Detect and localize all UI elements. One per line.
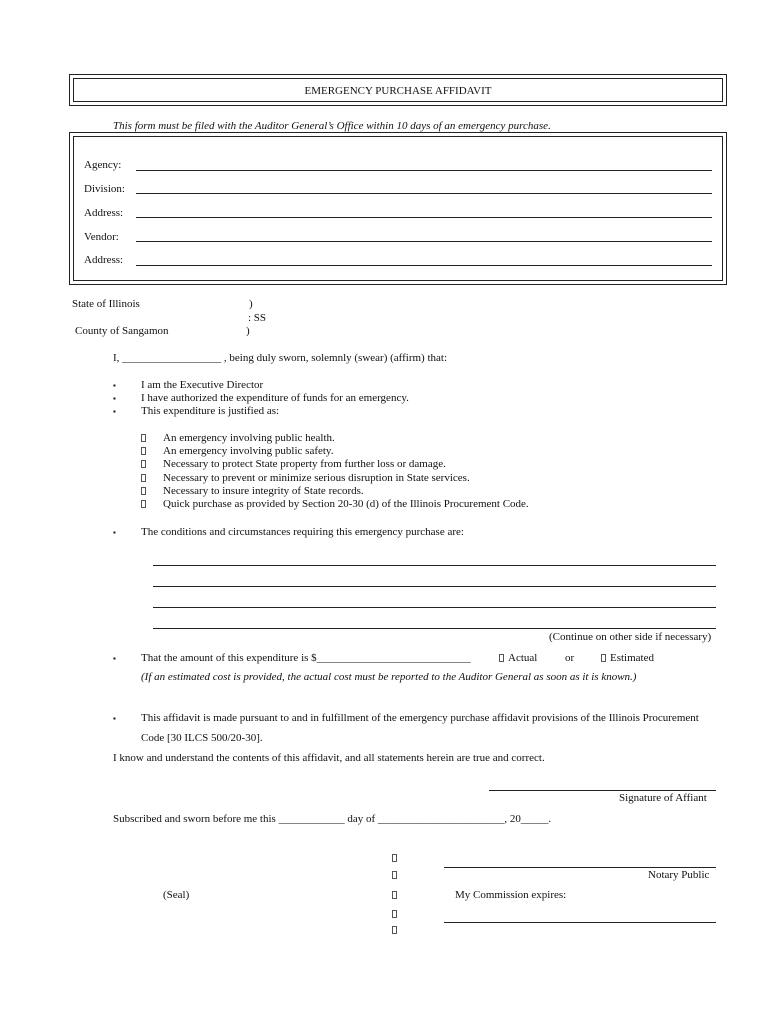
vendor-label: Vendor: [84, 231, 119, 243]
statement-item: This expenditure is justified as: [141, 405, 280, 417]
notary-label: Notary Public [648, 869, 710, 881]
vendor-field[interactable] [136, 241, 712, 242]
justification-health: An emergency involving public health. [163, 432, 335, 444]
info-fields-box [69, 132, 727, 285]
signature-line[interactable] [489, 790, 716, 791]
address-label: Address: [84, 207, 124, 219]
actual-label: Actual [508, 652, 538, 664]
conditions-text: The conditions and circumstances requiring this emergency purchase are: [141, 526, 464, 538]
bullet-icon: ▪ [113, 394, 116, 403]
statement-item: I am the Executive Director [141, 379, 264, 391]
records-checkbox[interactable] [141, 487, 146, 495]
address-field[interactable] [136, 217, 712, 218]
venue-paren-close: ) [246, 325, 250, 337]
justification-services: Necessary to prevent or minimize serious disruption in State services. [163, 472, 470, 484]
conditions-line-1[interactable] [153, 565, 716, 566]
continue-note: (Continue on other side if necessary) [549, 631, 712, 643]
affidavit-clause-line2: Code [30 ILCS 500/20-30]. [141, 732, 263, 744]
property-checkbox[interactable] [141, 460, 146, 468]
venue-county: County of Sangamon [75, 325, 169, 337]
bullet-icon: ▪ [113, 528, 116, 537]
vendor-address-field[interactable] [136, 265, 712, 266]
subscribed-line: Subscribed and sworn before me this ____________ day of _______________________, 20_____. [113, 813, 552, 825]
venue-paren-open: ) [249, 298, 253, 310]
page-title: EMERGENCY PURCHASE AFFIDAVIT [73, 78, 723, 102]
justification-records: Necessary to insure integrity of State records. [163, 485, 364, 497]
bullet-icon: ▪ [113, 714, 116, 723]
affidavit-clause-line1: This affidavit is made pursuant to and in fulfillment of the emergency purchase affidavit provisions of the Illinois Procurement [141, 712, 699, 724]
vendor-address-label: Address: [84, 254, 124, 266]
title-box [69, 74, 727, 106]
conditions-line-2[interactable] [153, 586, 716, 587]
venue-state: State of Illinois [72, 298, 140, 310]
bullet-icon: ▪ [113, 407, 116, 416]
agency-field[interactable] [136, 170, 712, 171]
oath-line: I, __________________ , being duly sworn, solemnly (swear) (affirm) that: [113, 352, 448, 364]
bullet-icon: ▪ [113, 654, 116, 663]
division-field[interactable] [136, 193, 712, 194]
amount-text: That the amount of this expenditure is $____________________________ [141, 652, 471, 664]
justification-quick-purchase: Quick purchase as provided by Section 20-30 (d) of the Illinois Procurement Code. [163, 498, 529, 510]
conditions-line-3[interactable] [153, 607, 716, 608]
notary-signature-line[interactable] [444, 867, 716, 868]
seal-label: (Seal) [163, 889, 190, 901]
seal-bracket-icon [392, 926, 397, 934]
actual-checkbox[interactable] [499, 654, 504, 662]
seal-bracket-icon [392, 854, 397, 862]
justification-property: Necessary to protect State property from further loss or damage. [163, 458, 446, 470]
conditions-line-4[interactable] [153, 628, 716, 629]
seal-bracket-icon [392, 910, 397, 918]
estimated-checkbox[interactable] [601, 654, 606, 662]
justification-safety: An emergency involving public safety. [163, 445, 334, 457]
statement-item: I have authorized the expenditure of funds for an emergency. [141, 392, 409, 404]
services-checkbox[interactable] [141, 474, 146, 482]
estimated-label: Estimated [610, 652, 654, 664]
health-checkbox[interactable] [141, 434, 146, 442]
seal-bracket-icon [392, 871, 397, 879]
bullet-icon: ▪ [113, 381, 116, 390]
safety-checkbox[interactable] [141, 447, 146, 455]
venue-ss: : SS [248, 312, 267, 324]
or-label: or [565, 652, 575, 664]
knowledge-statement: I know and understand the contents of this affidavit, and all statements herein are true and correct. [113, 752, 545, 764]
estimate-note: (If an estimated cost is provided, the actual cost must be reported to the Auditor General as soon as it is known.) [141, 671, 637, 683]
agency-label: Agency: [84, 159, 122, 171]
commission-line[interactable] [444, 922, 716, 923]
commission-label: My Commission expires: [455, 889, 567, 901]
filing-instruction: This form must be filed with the Auditor General’s Office within 10 days of an emergency purchase. [113, 120, 551, 132]
seal-bracket-icon [392, 891, 397, 899]
signature-label: Signature of Affiant [619, 792, 707, 804]
division-label: Division: [84, 183, 125, 195]
quick-purchase-checkbox[interactable] [141, 500, 146, 508]
